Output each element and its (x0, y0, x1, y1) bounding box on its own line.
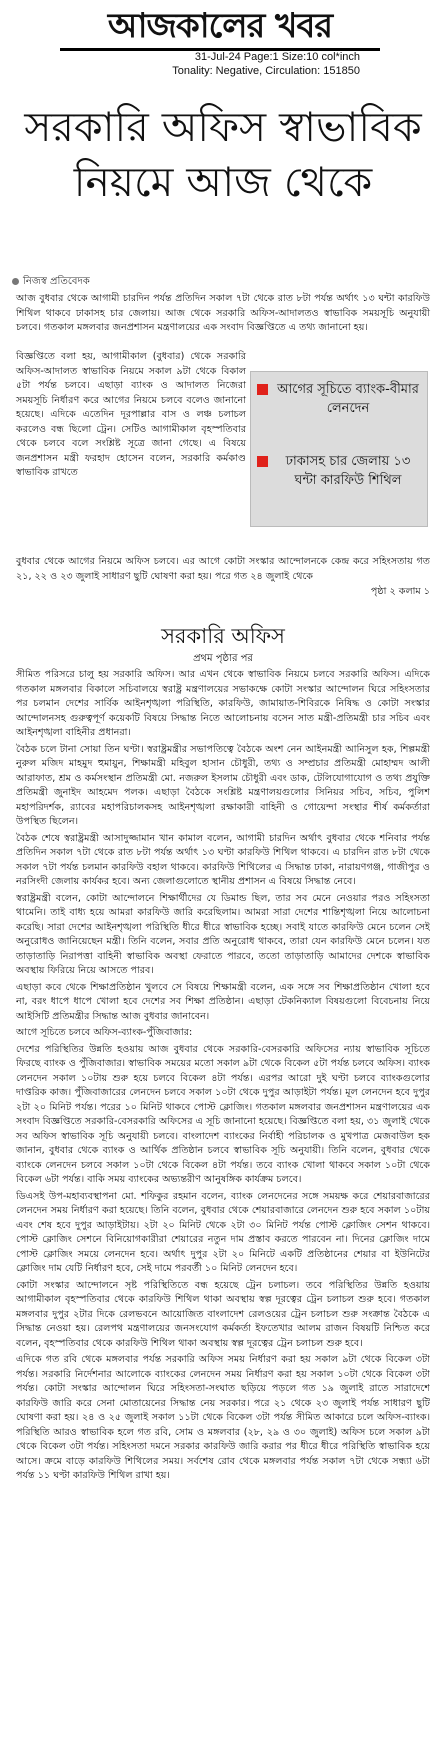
body-paragraph: সীমিত পরিসরে চালু হয় সরকারি অফিস। আর এখন থেকে স্বাভাবিক নিয়মে চলবে সরকারি অফিস। এদিকে গতকাল মঙ্গলবার বিকালে সচিবালয়ে স্বরাষ্ট্র মন্ত্রণালয়ের সভাকক্ষে কোটা সংস্কার আন্দোলন ঘিরে সহিংসতার পর চলমান দেশের সার্বিক আইনশৃঙ্খলা পরিস্থিতি, কারফিউ, জামায়াত-শিবিরকে নিষিদ্ধ ও কোটা সংস্কার আন্দোলনসহ গুরুত্বপূর্ণ কয়েকটি বিষয়ে সিদ্ধান্ত নিতে আলোচনায় বসেন সাত মন্ত্রী-প্রতিমন্ত্রী চার সচিব এবং আইনশৃঙ্খলা বাহিনীর প্রধানরা। (16, 669, 430, 738)
body-paragraph: বৈঠক শেষে স্বরাষ্ট্রমন্ত্রী আসাদুজ্জামান খান কামাল বলেন, আগামী চারদিন অর্থাৎ বুধবার থেকে শনিবার পর্যন্ত প্রতিদিন সকাল ৭টা থেকে রাত ৮টা পর্যন্ত অর্থাৎ ১৩ ঘণ্টা কারফিউ শিথিল থাকবে। এ চারদিন রাত ৮টা থেকে সকাল ৭টা পর্যন্ত চলমান কারফিউ বহাল থাকবে। কারফিউ শিথিলের এ সিদ্ধান্ত ঢাকা, নারায়ণগঞ্জ, গাজীপুর ও নরসিংদী জেলায় কার্যকর হবে। অন্য জেলাগুলোতে স্থানীয় প্রশাসন এ বিষয়ে সিদ্ধান্ত নেবে। (16, 832, 430, 887)
highlight-text: ঢাকাসহ চার জেলায় ১৩ ঘন্টা কারফিউ শিথিল (285, 454, 411, 488)
bullet-icon (12, 278, 19, 285)
continuation-body (16, 668, 430, 1734)
clipping-meta-tonality: Tonality: Negative, Circulation: 151850 (172, 65, 360, 77)
masthead-logo: আজকালের খবর (60, 4, 380, 51)
article-lead-tail: বুধবার থেকে আগের নিয়মে অফিস চলবে। এর আগে কোটা সংস্কার আন্দোলনকে কেন্দ্র করে সহিংসতায় গত ২১, ২২ ও ২৩ জুলাই সাধারণ ছুটি ঘোষণা করা হয়। পরে গত ২৪ জুলাই থেকে (16, 556, 430, 582)
highlight-text: আগের সূচিতে ব্যাংক-বীমার লেনদেন (277, 382, 419, 416)
article-lead: আজ বুধবার থেকে আগামী চারদিন পর্যন্ত প্রতিদিন সকাল ৭টা থেকে রাত ৮টা পর্যন্ত অর্থাৎ ১৩ ঘন্টা কারফিউ শিথিল থাকবে ঢাকাসহ চার জেলায়। আজ থেকে সরকারি অফিস-আদালতও স্বাভাবিক সময়সূচি অনুযায়ী চলবে। গতকাল মঙ্গলবার জনপ্রশাসন মন্ত্রণালয়ের এক সংবাদ বিজ্ঞপ্তিতে এ তথ্য জানানো হয়। (16, 293, 430, 333)
body-paragraph: ডিএসই উপ-মহাব্যবস্থাপনা মো. শফিকুর রহমান বলেন, ব্যাংক লেনদেনের সঙ্গে সময়ক্ষ করে শেয়ারবাজারের লেনদেন সময় নির্ধারণ করা হয়েছে। তিনি বলেন, বুধবার থেকে শেয়ারবাজারে লেনদেন শুরু হবে সকাল ১০টায় এবং শেষ হবে দুপুর আড়াইটায়। ২টা ২০ মিনিট থেকে ২টা ৩০ মিনিট পর্যন্ত পোস্ট ক্লোজিং সেশন থাকবে। পোস্ট ক্লোজিং সেশনে বিনিয়োগকারীরা শেয়ারের নতুন দাম প্রস্তাব করতে পারবেন না। দিনের ক্লোজিং দামে পোস্ট ক্লোজিং সময়ে লেনদেন হবে। অর্থাৎ দুপুর ২টা ২০ মিনিটে একটি প্রতিষ্ঠানের শেয়ার বা ইউনিটের ক্লোজিং দাম যেটি নির্ধারণ হবে, সেই দামে পরবর্তী ১০ মিনিট লেনদেন হবে। (16, 1190, 430, 1274)
body-subheading: আগে সূচিতে চলবে অফিস-ব্যাংক-পুঁজিবাজার: (16, 1027, 193, 1038)
body-paragraph: দেশের পরিস্থিতির উন্নতি হওয়ায় আজ বুধবার থেকে সরকারি-বেসরকারি অফিসের ন্যায় স্বাভাবিক সূচিতে ফিরছে ব্যাংক ও পুঁজিবাজার। স্বাভাবিক সময়ের মতো সকাল ৯টা থেকে বিকেল ৫টা পর্যন্ত চলবে অফিস। ব্যাংক লেনদেন সকাল ১০টায় শুরু হয়ে চলবে বিকেল ৪টা পর্যন্ত। এরপর আরো দুই ঘণ্টা চলবে ব্যাংকগুলোর দাপ্তরিক কাজ। পুঁজিবাজারের লেনদেন চলবে সকাল ১০টা থেকে দুপুর আড়াইটা পর্যন্ত। মূল লেনদেন হবে দুপুর ২টা ২০ মিনিট পর্যন্ত। পরের ১০ মিনিট থাকবে পোস্ট ক্লোজিং। গতকাল মঙ্গলবার জনপ্রশাসন মন্ত্রণালয়ের এক সংবাদ বিজ্ঞপ্তিতে সরকারি-বেসরকারি অফিসের এ সূচি জানানো হয়েছে। বিজ্ঞপ্তিতে বলা হয়, ৩১ জুলাই থেকে সব অফিস স্বাভাবিক সূচি অনুযায়ী চলবে। বাংলাদেশ ব্যাংকের নির্বাহী পরিচালক ও মুখপাত্র মেজবাউল হক জানান, বুধবার থেকে ব্যাংক ও আর্থিক প্রতিষ্ঠান চলবে স্বাভাবিক সূচি অনুযায়ী। তিনি বলেন, বুধবার থেকে ব্যাংকে লেনদেন চলবে সকাল ১০টা থেকে বিকেল ৪টা পর্যন্ত। তবে ব্যাংক খোলা থাকবে সকাল ১০টা থেকে বিকেল ৬টা পর্যন্ত। বাকি সময় ব্যাংকের অভ্যন্তরীণ আনুষঙ্গিক কার্যক্রম চলবে। (16, 1043, 430, 1185)
article-headline: সরকারি অফিস স্বাভাবিক নিয়মে আজ থেকে (24, 103, 422, 206)
byline-text: নিজস্ব প্রতিবেদক (23, 276, 90, 287)
body-paragraph: স্বরাষ্ট্রমন্ত্রী বলেন, কোটা আন্দোলনে শিক্ষার্থীদের যে ডিমান্ড ছিল, তার সব মেনে নেওয়ার পরও সহিংসতা থামেনি। তাই বাধ্য হয়ে আমরা কারফিউ জারি করেছিলাম। আমরা সারা দেশের শান্তিশৃঙ্খলা নিয়ে আলোচনা করেছি। সারা দেশের আইনশৃঙ্খলা পরিস্থিতি ধীরে ধীরে স্বাভাবিক হচ্ছে। সবাই যাতে কারফিউ মেনে চলেন সেই অনুরোধও জানিয়েছেন মন্ত্রী। তিনি বলেন, সবার প্রতি অনুরোধ থাকবে, তারা যেন কারফিউ মেনে চলেন। যত তাড়াতাড়ি নিরাপত্তা বাহিনী স্বাভাবিক অবস্থা ফেরাতে পারবে, ততো তাড়াতাড়ি আমাদের দেশকে স্বাভাবিক অবস্থায় ফিরিয়ে নিয়ে আসতে পারব। (16, 892, 430, 976)
article-byline (12, 274, 312, 291)
body-paragraph: এছাড়া কবে থেকে শিক্ষাপ্রতিষ্ঠান খুলবে সে বিষয়ে শিক্ষামন্ত্রী বলেন, এক সঙ্গে সব শিক্ষাপ্রতিষ্ঠান খোলা হবে না, বরং ধাপে ধাপে খোলা হবে দেশের সব শিক্ষা প্রতিষ্ঠান। এছাড়া টেকনিক্যাল বিষয়গুলো বিবেচনায় নিয়ে আইসিটি প্রতিমন্ত্রীর সিদ্ধান্ত আজ বুধবার জানাবেন। (16, 981, 430, 1022)
clipping-meta-date: 31-Jul-24 Page:1 Size:10 col*inch (194, 51, 360, 63)
highlight-box (250, 371, 428, 527)
continuation-title: সরকারি অফিস (161, 624, 285, 648)
red-square-icon (257, 384, 268, 395)
continued-on-label: পৃষ্ঠা ২ কলাম ১ (370, 586, 430, 597)
body-paragraph: বৈঠক চলে টানা সোয়া তিন ঘণ্টা। স্বরাষ্ট্রমন্ত্রীর সভাপতিত্বে বৈঠকে অংশ নেন আইনমন্ত্রী আনিসুল হক, শিল্পমন্ত্রী নুরুল মজিদ মাহমুদ হুমায়ুন, শিক্ষামন্ত্রী মহিবুল হাসান চৌধুরী, তথ্য ও সম্প্রচার প্রতিমন্ত্রী মোহাম্মদ আলী আরাফাত, শ্রম ও কর্মসংস্থান প্রতিমন্ত্রী মো. নজরুল ইসলাম চৌধুরী এবং ডাক, টেলিযোগাযোগ ও তথ্য প্রযুক্তি প্রতিমন্ত্রী জুনাইদ আহমেদ পলক। এছাড়া বৈঠকে সংশ্লিষ্ট মন্ত্রণালয়গুলোর সিনিয়র সচিব, সচিব, পুলিশ মহাপরিদর্শক, র‍্যাবের মহাপরিচালকসহ আইনশৃঙ্খলা রক্ষাকারী বাহিনী ও গোয়েন্দা সংস্থার শীর্ষ কর্মকর্তারা উপস্থিত ছিলেন। (16, 743, 430, 827)
continuation-subtitle: প্রথম পৃষ্ঠার পর (193, 653, 253, 664)
red-square-icon (257, 456, 268, 467)
body-paragraph: এদিকে গত রবি থেকে মঙ্গলবার পর্যন্ত সরকারি অফিস সময় নির্ধারণ করা হয় সকাল ৯টা থেকে বিকেল ৩টা পর্যন্ত। সরকারি নির্দেশনার আলোকে ব্যাংকের লেনদেন সময় নির্ধারণ করা হয় সকাল ১০টা থেকে বিকেল ৩টা পর্যন্ত। কোটা সংস্কার আন্দোলন ঘিরে সহিংসতা-সংঘাত ছড়িয়ে পড়লে গত ১৯ জুলাই রাতে সারাদেশে কারফিউ জারি করে সেনা মোতায়েনের সিদ্ধান্ত নেয় সরকার। পরে ২১ থেকে ২৩ জুলাই পর্যন্ত সাধারণ ছুটি ঘোষণা করা হয়। ২৪ ও ২৫ জুলাই সকাল ১১টা থেকে বিকেল ৩টা পর্যন্ত সীমিত আকারে চলে অফিস-ব্যাংক। পরিস্থিতি আরও স্বাভাবিক হলে গত রবি, সোম ও মঙ্গলবার (২৮, ২৯ ও ৩০ জুলাই) অফিস চলে সকাল ৯টা থেকে বিকেল ৩টা পর্যন্ত। সহিংসতা দমনে সরকার কারফিউ জারি করার পর ধীরে ধীরে পরিস্থিতি স্বাভাবিক হয়ে আসে। ক্রমে বাড়ে কারফিউ শিথিলের সময়। সর্বশেষ রোব থেকে মঙ্গলবার পর্যন্ত সকাল ৭টা থেকে সন্ধ্যা ৬টা পর্যন্ত ১১ ঘণ্টা কারফিউ শিথিল রাখা হয়। (16, 1354, 430, 1481)
body-paragraph: কোটা সংস্কার আন্দোলনে সৃষ্ট পরিস্থিতিতে বন্ধ হয়েছে ট্রেন চলাচল। তবে পরিস্থিতির উন্নতি হওয়ায় আগামীকাল বৃহস্পতিবার থেকে কারফিউ শিথিল থাকা অবস্থায় স্বল্প দূরত্বের ট্রেন চলাচল শুরু হবে। গতকাল মঙ্গলবার দুপুর ২টার দিকে রেলভবনে আয়োজিত বাংলাদেশ রেলওয়ের ট্রেন চলাচল শুরু সংক্রান্ত বৈঠকে এ সিদ্ধান্ত নেওয়া হয়। রেলপথ মন্ত্রণালয়ের জনসংযোগ কর্মকর্তা ইফতেখার আলম রাজন বিষয়টি নিশ্চিত করে বলেন, বৃহস্পতিবার থেকে কারফিউ শিথিল থাকা অবস্থায় স্বল্প দূরত্বের ট্রেন চলাচল শুরু হবে। (16, 1279, 430, 1349)
article-lead-column: বিজ্ঞপ্তিতে বলা হয়, আগামীকাল (বুধবার) থেকে সরকারি অফিস-আদালত স্বাভাবিক নিয়মে সকাল ৯টা থেকে বিকাল ৫টা পর্যন্ত চলবে। এছাড়া ব্যাংক ও আদালত নিজেরা সময়সূচি নির্ধারণ করে আগের নিয়মে চলবে বলেও জানানো হয়েছে। এদিকে এতেদিন দূরপাল্লার বাস ও লঞ্চ চলাচল করলেও বন্ধ ছিলো ট্রেন। সেটিও আগামীকাল বৃহস্পতিবার থেকে চলবে বলে সংশ্লিষ্ট সূত্রে জানা গেছে। এ বিষয়ে জনপ্রশাসন মন্ত্রী ফরহাদ হোসেন বলেন, সরকারি কর্মকাণ্ড স্বাভাবিক রাখতে (16, 351, 246, 478)
